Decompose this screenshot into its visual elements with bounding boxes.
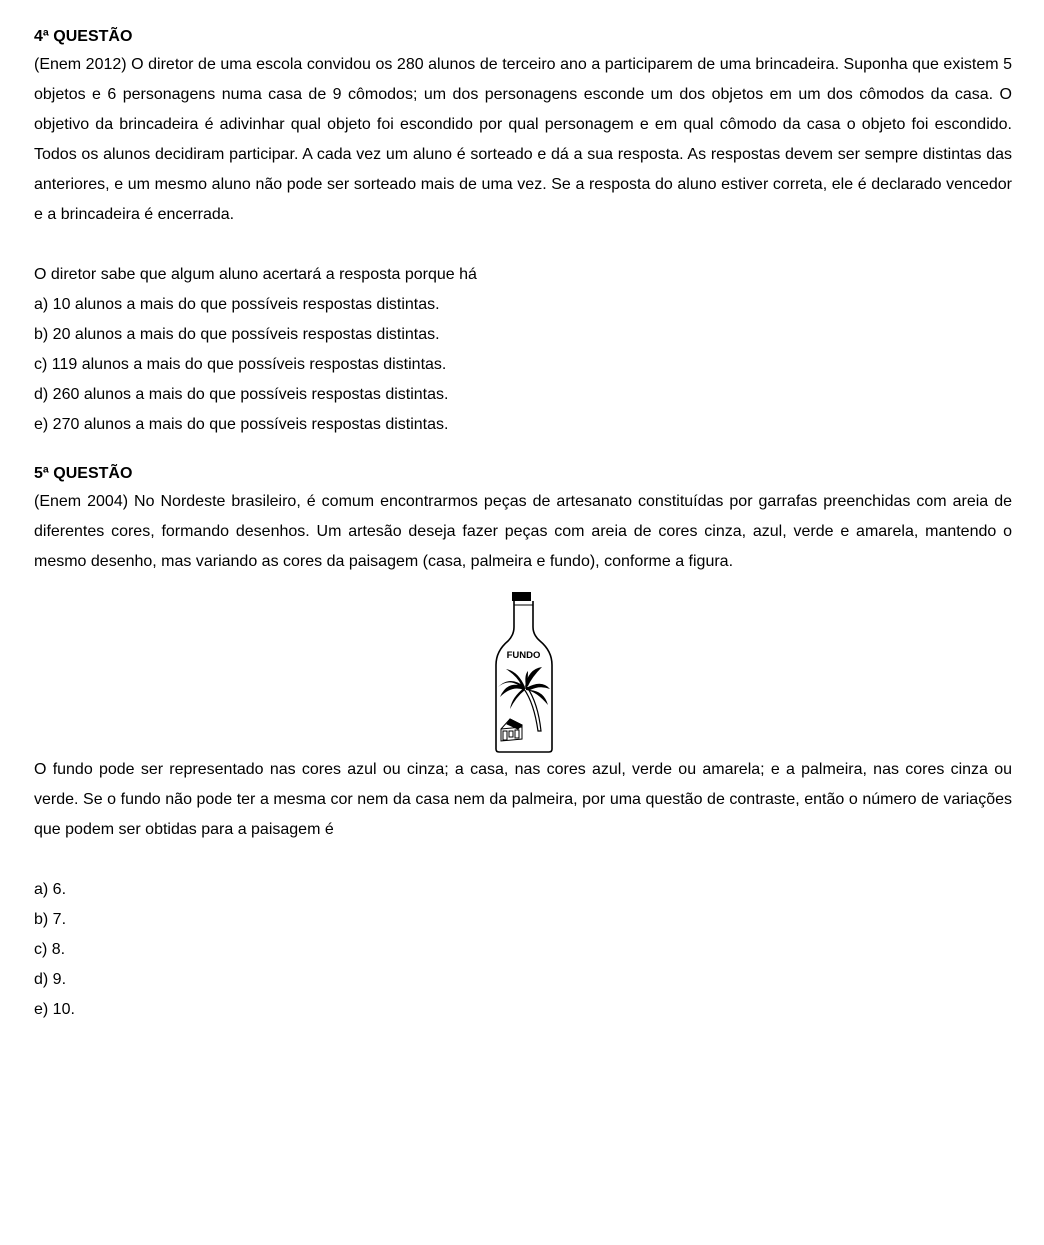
question-5-option-c: c) 8.	[34, 941, 66, 958]
question-5-option-b: b) 7.	[34, 911, 67, 928]
question-5	[34, 461, 1012, 1025]
question-5-title: 5ª QUESTÃO	[34, 465, 133, 482]
question-5-statement: (Enem 2004) No Nordeste brasileiro, é comum encontrarmos peças de artesanato constituídas por garrafas preenchidas com areia de diferentes cores, formando desenhos. Um artesão deseja fazer peças com areia de cores cinza, azul, verde e amarela, mantendo o mesmo desenho, mas variando as cores da paisagem (casa, palmeira e fundo), conforme a figura.	[34, 493, 1012, 570]
question-4-option-d: d) 260 alunos a mais do que possíveis respostas distintas.	[34, 386, 449, 403]
question-4-option-a: a) 10 alunos a mais do que possíveis respostas distintas.	[34, 296, 440, 313]
document-page	[34, 24, 1012, 1025]
question-5-option-a: a) 6.	[34, 881, 67, 898]
question-5-option-e: e) 10.	[34, 1001, 75, 1018]
sand-bottle-illustration	[488, 591, 558, 753]
question-4-title: 4ª QUESTÃO	[34, 28, 133, 45]
fundo-label: FUNDO	[506, 650, 541, 661]
question-4-lead: O diretor sabe que algum aluno acertará a resposta porque há	[34, 266, 477, 283]
bottle-figure	[34, 591, 1012, 753]
question-4-option-c: c) 119 alunos a mais do que possíveis respostas distintas.	[34, 356, 447, 373]
question-4-statement: (Enem 2012) O diretor de uma escola convidou os 280 alunos de terceiro ano a participarem de uma brincadeira. Suponha que existem 5 objetos e 6 personagens numa casa de 9 cômodos; um dos personagens esconde um dos objetos em um dos cômodos da casa. O objetivo da brincadeira é adivinhar qual objeto foi escondido por qual personagem e em qual cômodo da casa o objeto foi escondido. Todos os alunos decidiram participar. A cada vez um aluno é sorteado e dá a sua resposta. As respostas devem ser sempre distintas das anteriores, e um mesmo aluno não pode ser sorteado mais de uma vez. Se a resposta do aluno estiver correta, ele é declarado vencedor e a brincadeira é encerrada.	[34, 56, 1012, 223]
question-5-question: O fundo pode ser representado nas cores azul ou cinza; a casa, nas cores azul, verde ou amarela; e a palmeira, nas cores cinza ou verde. Se o fundo não pode ter a mesma cor nem da casa nem da palmeira, por uma questão de contraste, então o número de variações que podem ser obtidas para a paisagem é	[34, 761, 1012, 838]
question-4	[34, 24, 1012, 440]
question-4-option-e: e) 270 alunos a mais do que possíveis respostas distintas.	[34, 416, 449, 433]
question-5-option-d: d) 9.	[34, 971, 67, 988]
question-4-option-b: b) 20 alunos a mais do que possíveis respostas distintas.	[34, 326, 440, 343]
bottle-cap	[512, 592, 531, 601]
